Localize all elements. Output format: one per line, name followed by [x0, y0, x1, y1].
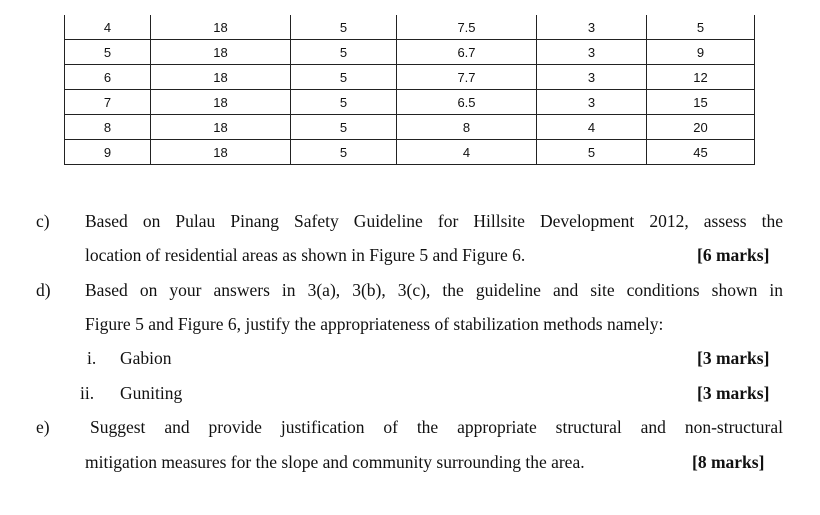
question-d-label: d) [36, 280, 51, 300]
table-cell: 18 [151, 115, 291, 140]
table-cell: 18 [151, 15, 291, 40]
table-cell: 3 [537, 15, 647, 40]
table-cell: 8 [397, 115, 537, 140]
question-d-line2: Figure 5 and Figure 6, justify the appropriateness of stabilization methods namely: [85, 314, 664, 334]
table-cell: 6.7 [397, 40, 537, 65]
table-row [65, 65, 755, 90]
table-cell: 5 [291, 15, 397, 40]
table-cell: 9 [647, 40, 755, 65]
question-c-label: c) [36, 211, 50, 231]
table-cell: 7.5 [397, 15, 537, 40]
table-cell: 5 [291, 90, 397, 115]
table-cell: 4 [397, 140, 537, 165]
question-d-item-2-text: Guniting [120, 383, 183, 403]
question-d-item-1-text: Gabion [120, 348, 172, 368]
data-table [64, 15, 755, 165]
table-cell: 7 [65, 90, 151, 115]
table-cell: 4 [537, 115, 647, 140]
question-d-line1: Based on your answers in 3(a), 3(b), 3(c), the guideline and site conditions shown in [85, 280, 783, 300]
table-cell: 8 [65, 115, 151, 140]
question-e-line2: mitigation measures for the slope and community surrounding the area. [85, 452, 585, 472]
table-cell: 15 [647, 90, 755, 115]
table-cell: 5 [291, 65, 397, 90]
table-cell: 5 [647, 15, 755, 40]
question-d-item-2-number: ii. [80, 383, 95, 403]
table-cell: 3 [537, 90, 647, 115]
table-row [65, 90, 755, 115]
question-d-item-1-marks: [3 marks] [697, 348, 770, 368]
question-c-marks: [6 marks] [697, 245, 770, 265]
table-cell: 3 [537, 65, 647, 90]
question-e-marks: [8 marks] [692, 452, 765, 472]
table-cell: 5 [291, 140, 397, 165]
table-cell: 45 [647, 140, 755, 165]
table-cell: 5 [537, 140, 647, 165]
table-cell: 5 [65, 40, 151, 65]
table-cell: 6.5 [397, 90, 537, 115]
table-cell: 7.7 [397, 65, 537, 90]
table-cell: 20 [647, 115, 755, 140]
question-d-item-2-marks: [3 marks] [697, 383, 770, 403]
table-cell: 5 [291, 115, 397, 140]
question-e-label: e) [36, 417, 50, 437]
table-cell: 12 [647, 65, 755, 90]
table-cell: 18 [151, 65, 291, 90]
question-d-item-1-number: i. [87, 348, 97, 368]
table-row [65, 115, 755, 140]
table-cell: 6 [65, 65, 151, 90]
table-row [65, 15, 755, 40]
table-cell: 18 [151, 40, 291, 65]
table-cell: 5 [291, 40, 397, 65]
table-cell: 18 [151, 90, 291, 115]
question-c-line1: Based on Pulau Pinang Safety Guideline for Hillsite Development 2012, assess the [85, 211, 783, 231]
table-cell: 3 [537, 40, 647, 65]
question-e-line1: Suggest and provide justification of the appropriate structural and non-structural [90, 417, 783, 437]
question-c-line2: location of residential areas as shown in Figure 5 and Figure 6. [85, 245, 526, 265]
table-cell: 4 [65, 15, 151, 40]
table-row [65, 140, 755, 165]
table-row [65, 40, 755, 65]
table-body [65, 15, 755, 165]
table-cell: 9 [65, 140, 151, 165]
table-cell: 18 [151, 140, 291, 165]
